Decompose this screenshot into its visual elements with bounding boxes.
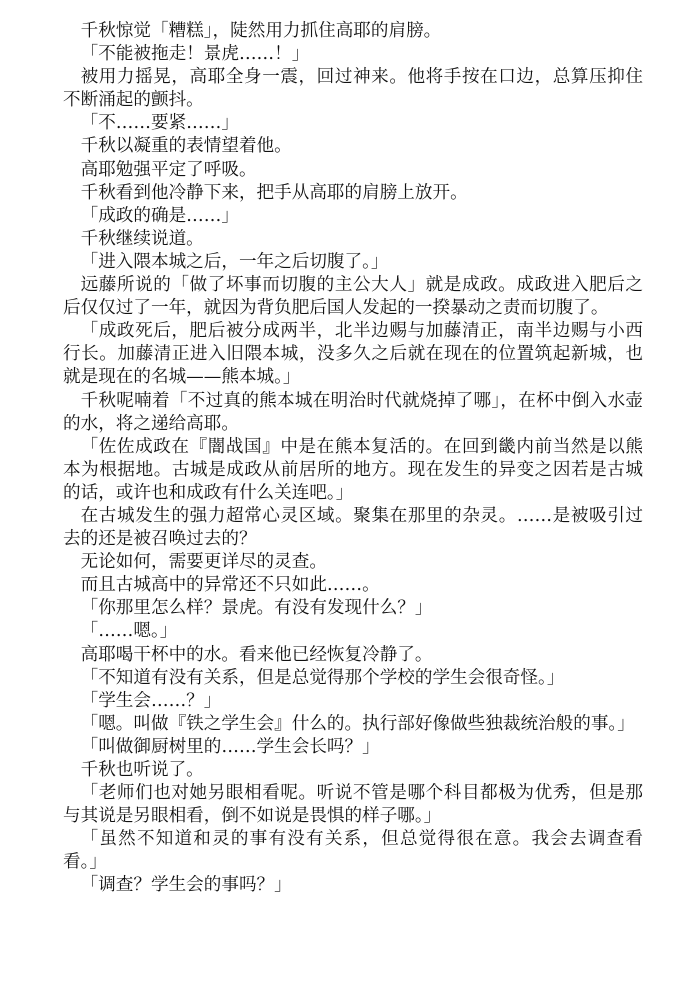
paragraph: 「你那里怎么样？景虎。有没有发现什么？」 — [80, 598, 433, 619]
paragraph: 「叫做御厨树里的……学生会长吗？」 — [80, 736, 380, 757]
paragraph: 「虽然不知道和灵的事有没有关系，但总觉得很在意。我会去调查看看。」 — [63, 829, 643, 873]
paragraph: 「进入隈本城之后，一年之后切腹了。」 — [80, 251, 389, 272]
paragraph: 千秋继续说道。 — [80, 228, 204, 249]
paragraph: 「不……要紧……」 — [80, 113, 239, 134]
paragraph: 千秋也听说了。 — [80, 760, 204, 780]
paragraph: 「佐佐成政在『闇战国』中是在熊本复活的。在回到畿内前当然是以熊本为根据地。古城是成政从前居所的地方。现在发生的异变之因若是古城的话，或许也和成政有什么关连吧。」 — [63, 436, 643, 503]
paragraph: 千秋看到他冷静下来，把手从高耶的肩膀上放开。 — [80, 182, 468, 203]
paragraph: 「不知道有没有关系，但是总觉得那个学校的学生会很奇怪。」 — [80, 667, 565, 688]
paragraph: 千秋以凝重的表情望着他。 — [80, 136, 292, 157]
paragraph: 「老师们也对她另眼相看呢。听说不管是哪个科目都极为优秀，但是那与其说是另眼相看，倒不如说是畏惧的样子哪。」 — [63, 783, 643, 827]
paragraph: 千秋呢喃着「不过真的熊本城在明治时代就烧掉了哪」，在杯中倒入水壶的水，将之递给高耶。 — [63, 390, 643, 434]
paragraph: 高耶勉强平定了呼吸。 — [80, 159, 257, 180]
paragraph: 「不能被拖走！景虎……！」 — [80, 44, 310, 65]
paragraph: 远藤所说的「做了坏事而切腹的主公大人」就是成政。成政进入肥后之后仅仅过了一年，就因为背负肥后国人发起的一揆暴动之责而切腹了。 — [63, 275, 643, 319]
paragraph: 「调查？学生会的事吗？」 — [80, 875, 292, 896]
paragraph: 「学生会……？」 — [80, 690, 222, 711]
paragraph: 而且古城高中的异常还不只如此……。 — [80, 575, 380, 596]
paragraph: 「嗯。叫做『铁之学生会』什么的。执行部好像做些独裁统治般的事。」 — [80, 713, 635, 734]
paragraph: 「……嗯。」 — [80, 621, 178, 642]
document-page — [63, 20, 643, 898]
paragraph: 高耶喝干杯中的水。看来他已经恢复冷静了。 — [80, 644, 433, 665]
paragraph: 「成政死后，肥后被分成两半，北半边赐与加藤清正，南半边赐与小西行长。加藤清正进入旧隈本城，没多久之后就在现在的位置筑起新城，也就是现在的名城——熊本城。」 — [63, 321, 643, 388]
paragraph: 「成政的确是……」 — [80, 205, 239, 226]
paragraph: 无论如何，需要更详尽的灵查。 — [80, 552, 327, 573]
paragraph: 在古城发生的强力超常心灵区域。聚集在那里的杂灵。……是被吸引过去的还是被召唤过去的？ — [63, 505, 643, 550]
paragraph: 被用力摇晃，高耶全身一震，回过神来。他将手按在口边，总算压抑住不断涌起的颤抖。 — [63, 67, 643, 111]
paragraph: 千秋惊觉「糟糕」，陡然用力抓住高耶的肩膀。 — [80, 21, 442, 41]
